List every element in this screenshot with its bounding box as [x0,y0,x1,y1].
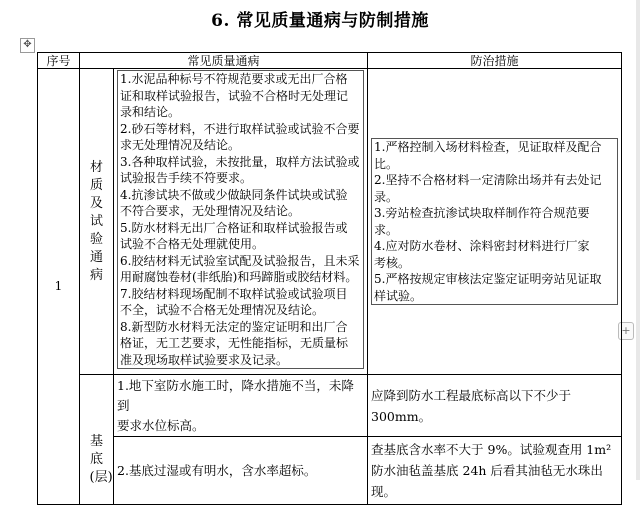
measure-line: 考核。 [374,255,411,270]
measure-line: 300mm。 [371,408,432,424]
problem-line: 3.各种取样试验，未按批量，取样方法试验或 [120,154,360,169]
measure-line: 4.应对防水卷材、涂料密封材料进行厂家 [374,239,590,253]
problem-line: 1.地下室防水施工时，降水措施不当，未降到 [117,378,354,413]
problem-line: 2.基底过湿或有明水，含水率超标。 [117,463,317,478]
measure-line: 防水油毡盖基底 24h 后看其油毡无水珠出 [371,463,603,478]
quality-table [37,52,622,505]
problem-line: 不符合要求，无处理情况及结论。 [120,204,301,218]
measure-line: 比。 [374,156,399,171]
problem-line: 要求水位标高。 [117,418,205,433]
problem-cell [114,437,368,505]
header-measure: 防治措施 [368,53,622,69]
table-header-row [38,53,622,69]
add-row-icon[interactable]: + [618,322,634,340]
category-base [80,375,114,505]
problem-line: 准及现场取样试验要求及记录。 [120,352,289,367]
measure-line: 查基底含水率不大于 9%。试验观查用 1m² [371,442,612,457]
problem-cell [114,69,368,375]
problem-line: 2.砂石等材料，不进行取样试验或试验不合要 [120,121,360,136]
page-title: 6. 常见质量通病与防制措施 [211,11,429,31]
table-move-icon[interactable]: ✥ [20,38,35,53]
problem-line: 用耐腐蚀卷材(非纸胎)和玛蹄脂或胶结材料。 [120,270,358,284]
problem-line: 格证，无工艺要求，无性能指标，无质量标 [120,336,349,350]
measure-line: 1.严格控制入场材料检查，见证取样及配合 [374,140,602,154]
page-scroll-track[interactable] [636,0,640,480]
problem-line: 不全，试验不合格无处理情况及结论。 [120,303,325,317]
measure-line: 3.旁站检查抗渗试块取样制作符合规范要 [374,206,590,220]
problem-line: 求无处理情况及结论。 [120,138,241,152]
problem-line: 试验不合格无处理就使用。 [120,237,265,251]
measure-line: 录。 [374,189,399,204]
problem-line: 6.胶结材料无试验室试配及试验报告，且未采 [120,253,360,268]
row-seq: 1 [38,69,80,505]
measure-line: 应降到防水工程最底标高以下不少于 [371,387,572,403]
measure-line: 样试验。 [374,288,423,303]
measure-line: 求。 [374,222,399,237]
measure-cell [368,69,622,375]
table-row [38,69,622,375]
problem-line: 1.水泥品种标号不符规范要求或无出厂合格 [120,72,348,86]
measure-line: 5.严格按规定审核法定鉴定证明旁站见证取 [374,272,602,286]
category-label: 基底(层) [89,434,113,485]
problem-list [117,70,364,369]
problem-line: 5.防水材料无出厂合格证和取样试验报告或 [120,220,348,235]
measure-cell [368,375,622,437]
header-seq: 序号 [38,53,80,69]
measure-list [371,138,618,305]
category-label: 材质及试验通病 [89,159,103,283]
problem-line: 4.抗渗试块不做或少做缺同条件试块或试验 [120,187,348,202]
table-row [38,437,622,505]
measure-line: 2.坚持不合格材料一定清除出场并有去处记 [374,173,602,187]
measure-line: 现。 [371,484,397,499]
problem-line: 7.胶结材料现场配制不取样试验或试验项目 [120,286,348,301]
problem-cell [114,375,368,437]
header-problem: 常见质量通病 [80,53,368,69]
category-material [80,69,114,375]
table-row [38,375,622,437]
problem-line: 试验报告手续不符要求。 [120,171,253,185]
problem-line: 录和结论。 [120,105,181,119]
problem-line: 8.新型防水材料无法定的鉴定证明和出厂合 [120,319,348,334]
measure-cell [368,437,622,505]
problem-line: 证和取样试验报告，试验不合格时无处理记 [120,88,349,103]
